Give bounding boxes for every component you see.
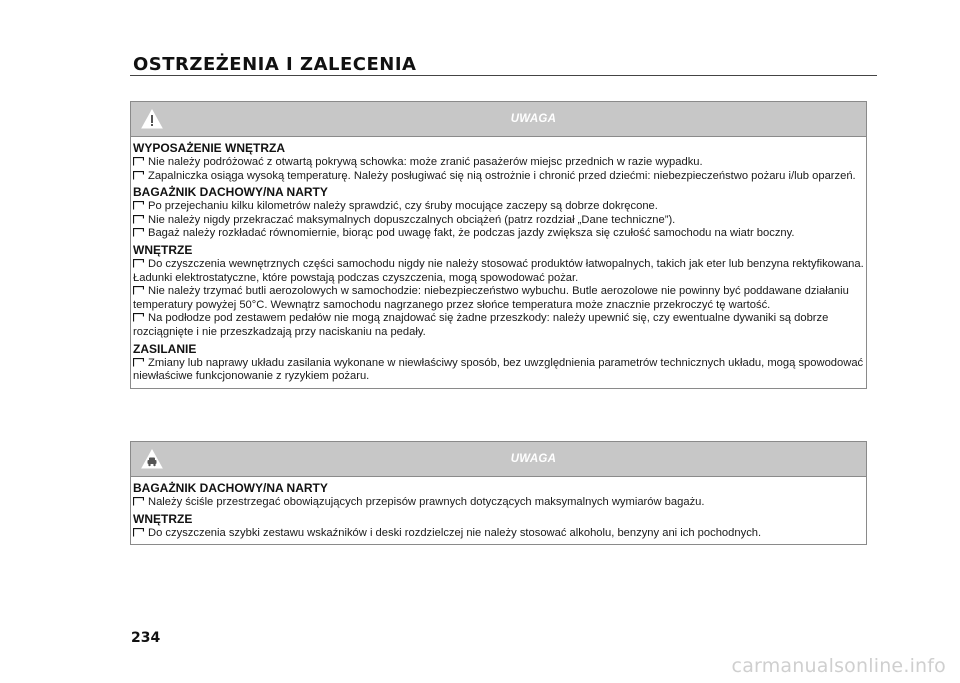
list-item: Nie należy nigdy przekraczać maksymalnych dopuszczalnych obciążeń (patrz rozdział „Dane techniczne”). [133, 214, 864, 228]
bullet-icon [133, 228, 144, 237]
section-heading: WNĘTRZE [133, 242, 193, 257]
warning-panel-1-header [131, 102, 866, 137]
bullet-icon [133, 286, 144, 295]
section-heading: BAGAŻNIK DACHOWY/NA NARTY [133, 185, 328, 200]
warning-panel-2-header [131, 442, 866, 477]
list-item: Bagaż należy rozkładać równomiernie, biorąc pod uwagę fakt, że podczas jazdy zwiększa się czułość samochodu na wiatr boczny. [133, 227, 864, 241]
section-heading: WYPOSAŻENIE WNĘTRZA [133, 141, 285, 155]
bullet-icon [133, 201, 144, 210]
list-item: Na podłodze pod zestawem pedałów nie mogą znajdować się żadne przeszkody: należy upewnić się, czy ewentualne dywaniki są dobrze rozciągnięte i nie przeszkadzają przy naciskaniu na pedały. [133, 312, 829, 338]
list-item: Do czyszczenia szybki zestawu wskaźników i deski rozdzielczej nie należy stosować alkoholu, benzyny ani ich pochodnych. [133, 527, 864, 541]
warning-label: UWAGA [510, 453, 557, 465]
warning-panel-1 [130, 101, 867, 389]
list-item: Nie należy trzymać butli aerozolowych w samochodzie: niebezpieczeństwo wybuchu. Butle aerozolowe nie powinny być poddawane działaniu temperatury powyżej 50°C. Wewnątrz samochodu nagrzanego przez słońce temperatura może znacznie przekroczyć tę wartość. [133, 285, 849, 311]
bullet-icon [133, 358, 144, 367]
list-item: Do czyszczenia wewnętrznych części samochodu nigdy nie należy stosować produktów łatwopalnych, takich jak eter lub benzyna rektyfikowana. Ładunki elektrostatyczne, które powstają podczas czyszczenia, mogą spowodować pożar. [133, 257, 864, 284]
list-item: Po przejechaniu kilku kilometrów należy sprawdzić, czy śruby mocujące zaczepy są dobrze dokręcone. [133, 200, 864, 214]
bullet-icon [133, 259, 144, 268]
warning-panel-2-body [131, 477, 866, 544]
bullet-icon [133, 497, 144, 506]
section-heading: WNĘTRZE [133, 511, 193, 526]
warning-panel-2 [130, 441, 867, 545]
list-item: Nie należy podróżować z otwartą pokrywą schowka: może zranić pasażerów miejsc przednich w razie wypadku. [133, 156, 864, 170]
bullet-icon [133, 528, 144, 537]
section-heading: ZASILANIE [133, 341, 197, 356]
page-title: OSTRZEŻENIA I ZALECENIA [133, 54, 417, 75]
list-item: Zapalniczka osiąga wysoką temperaturę. Należy posługiwać się nią ostrożnie i chronić przed dziećmi: niebezpieczeństwo pożaru i/lub oparzeń. [133, 170, 864, 184]
page-number: 234 [131, 630, 161, 646]
warning-panel-1-body [131, 137, 866, 388]
section-heading: BAGAŻNIK DACHOWY/NA NARTY [133, 481, 328, 495]
bullet-icon [133, 157, 144, 166]
bullet-icon [133, 215, 144, 224]
title-divider [130, 75, 877, 76]
bullet-icon [133, 313, 144, 322]
warning-label: UWAGA [510, 113, 557, 125]
bullet-icon [133, 171, 144, 180]
watermark-text: carmanualsonline.info [731, 655, 946, 677]
list-item: Zmiany lub naprawy układu zasilania wykonane w niewłaściwy sposób, bez uwzględnienia parametrów technicznych układu, mogą spowodować niewłaściwe funkcjonowanie z ryzykiem pożaru. [133, 356, 864, 383]
list-item: Należy ściśle przestrzegać obowiązujących przepisów prawnych dotyczących maksymalnych wymiarów bagażu. [133, 496, 864, 510]
